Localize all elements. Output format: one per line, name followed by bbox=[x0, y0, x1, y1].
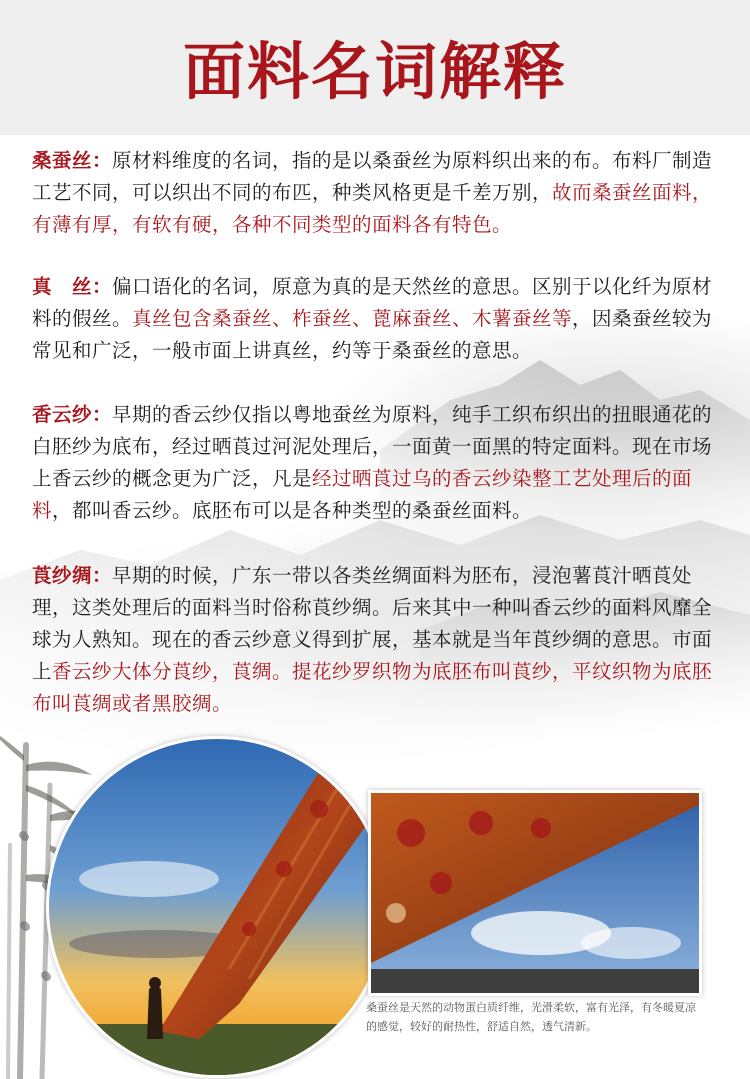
section-liangshachou bbox=[32, 560, 722, 720]
page-title: 面料名词解释 bbox=[182, 35, 567, 108]
section-text: 偏口语化的名词，原意为真的是天然丝的意思。区别于以化纤为原材料的假丝。 bbox=[32, 275, 713, 330]
silk-cloth-photo bbox=[371, 793, 699, 993]
section-text: ，因桑蚕丝较为常见和广泛，一般市面上讲真丝，约等于桑蚕丝的意思。 bbox=[32, 307, 713, 362]
section-highlight: 故而桑蚕丝面料，有薄有厚，有软有硬，各种不同类型的面料各有特色。 bbox=[32, 181, 713, 236]
section-highlight: 经过晒莨过乌的香云纱染整工艺处理后的面料 bbox=[32, 467, 693, 522]
section-text: 原材料维度的名词，指的是以桑蚕丝为原料织出来的布。布料厂制造工艺不同，可以织出不同的布匹，种类风格更是千差万别， bbox=[32, 149, 713, 204]
term-separator: ： bbox=[92, 149, 113, 172]
silk-drying-photo bbox=[49, 739, 385, 1075]
photo-caption: 桑蚕丝是天然的动物蛋白质纤维，光滑柔软，富有光泽，有冬暖夏凉的感觉，较好的耐热性，舒适自然，透气清新。 bbox=[366, 1001, 696, 1033]
section-text: 早期的香云纱仅指以粤地蚕丝为原料，纯手工织布织出的扭眼通花的白胚纱为底布，经过晒莨过河泥处理后，一面黄一面黑的特定面料。现在市场上香云纱的概念更为广泛，凡是 bbox=[32, 403, 713, 490]
silk-drying-photo-circle bbox=[46, 736, 388, 1078]
section-text: 早期的时候，广东一带以各类丝绸面料为胚布，浸泡薯莨汁晒莨处理，这类处理后的面料当时俗称莨纱绸。后来其中一种叫香云纱的面料风靡全球为人熟知。现在的香云纱意义得到扩展，基本就是当年莨纱绸的意思。市面上 bbox=[32, 564, 713, 683]
section-text: ，都叫香云纱。底胚布可以是各种类型的桑蚕丝面料。 bbox=[52, 499, 533, 522]
term-separator: ： bbox=[92, 275, 113, 298]
section-highlight: 香云纱大体分莨纱，莨绸。提花纱罗织物为底胚布叫莨纱，平纹织物为底胚布叫莨绸或者黑胶绸。 bbox=[32, 660, 713, 715]
term-label: 真 丝 bbox=[32, 275, 93, 298]
silk-cloth-photo-rect bbox=[368, 790, 702, 996]
section-highlight: 真丝包含桑蚕丝、柞蚕丝、蓖麻蚕丝、木薯蚕丝等 bbox=[132, 307, 573, 330]
term-label: 香云纱 bbox=[32, 403, 93, 426]
term-label: 桑蚕丝 bbox=[32, 149, 93, 172]
section-xiangyunsha bbox=[32, 399, 722, 527]
term-separator: ： bbox=[92, 403, 113, 426]
section-mulberry-silk bbox=[32, 145, 722, 241]
header-banner bbox=[0, 0, 750, 135]
term-label: 莨纱绸 bbox=[32, 564, 93, 587]
section-real-silk bbox=[32, 271, 722, 367]
term-separator: ： bbox=[92, 564, 113, 587]
